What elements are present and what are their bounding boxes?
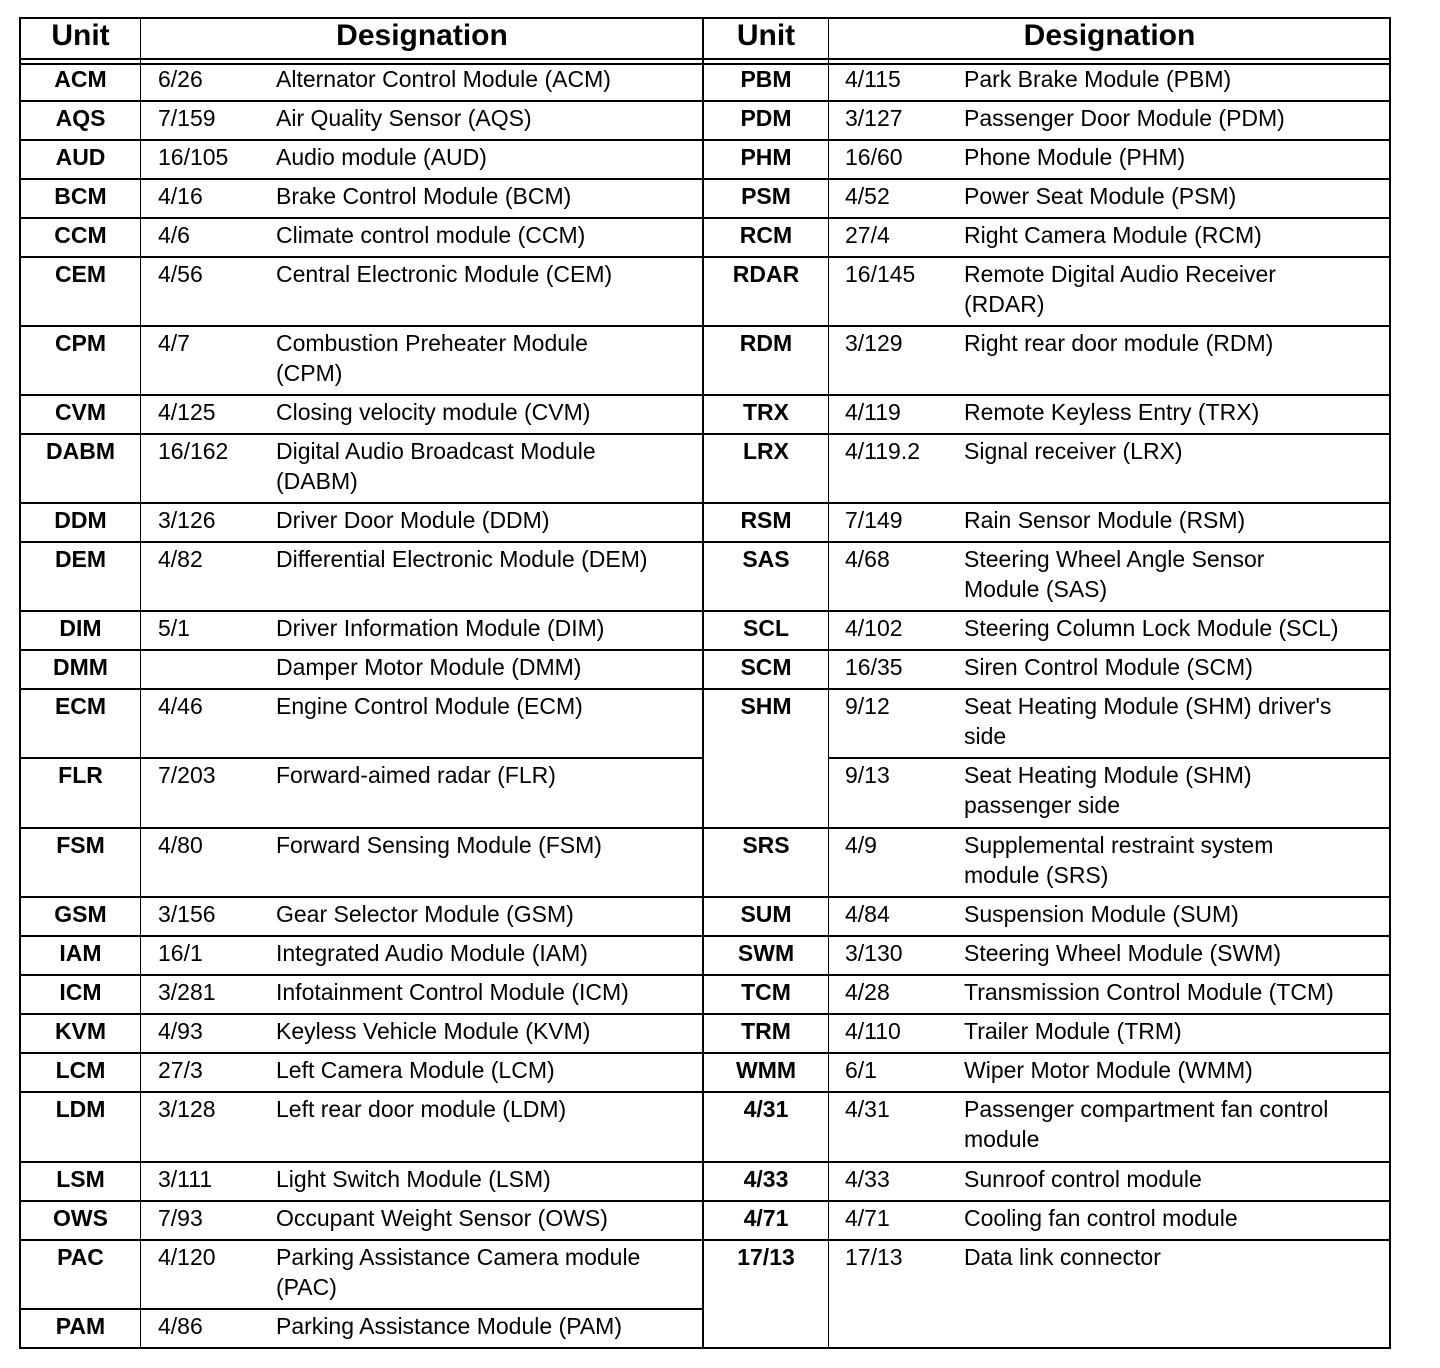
left-designation-line: (CPM) xyxy=(276,360,343,386)
left-row-rule xyxy=(19,688,703,690)
right-row-rule xyxy=(702,1161,1391,1163)
right-unit-cell: TRM xyxy=(741,1018,791,1044)
left-unit-cell: FLR xyxy=(58,762,103,788)
right-designation-line: module (SRS) xyxy=(964,862,1109,888)
left-row-rule xyxy=(19,896,703,898)
left-designation-line: Climate control module (CCM) xyxy=(276,222,586,248)
left-designation-line: Audio module (AUD) xyxy=(276,144,487,170)
right-unit-cell: SRS xyxy=(742,832,790,858)
header-unit-left: Unit xyxy=(51,19,110,52)
right-code-cell: 6/1 xyxy=(845,1057,877,1083)
left-code-cell: 7/159 xyxy=(158,105,216,131)
left-designation-line: Central Electronic Module (CEM) xyxy=(276,261,613,287)
right-designation-line: Suspension Module (SUM) xyxy=(964,901,1239,927)
right-code-cell: 4/110 xyxy=(845,1018,901,1044)
left-row-rule xyxy=(19,757,703,759)
right-row-rule xyxy=(702,649,1391,651)
left-row-rule xyxy=(19,1052,703,1054)
right-code-cell: 4/33 xyxy=(845,1166,890,1192)
right-code-cell: 4/119.2 xyxy=(845,438,921,464)
right-designation-line: Steering Wheel Angle Sensor xyxy=(964,546,1265,572)
right-unit-cell: 4/33 xyxy=(743,1166,789,1192)
left-designation-line: Left rear door module (LDM) xyxy=(276,1096,567,1122)
left-row-rule xyxy=(19,1091,703,1093)
right-unit-cell: SCL xyxy=(743,615,789,641)
right-row-rule xyxy=(702,541,1391,543)
left-code-cell: 4/16 xyxy=(158,183,203,209)
left-code-cell: 7/203 xyxy=(158,762,216,788)
left-code-cell: 4/125 xyxy=(158,399,216,425)
left-unit-cell: BCM xyxy=(54,183,107,209)
left-unit-cell: GSM xyxy=(54,901,107,927)
left-unit-cell: IAM xyxy=(59,940,102,966)
left-row-rule xyxy=(19,433,703,435)
left-designation-line: Integrated Audio Module (IAM) xyxy=(276,940,588,966)
right-code-cell: 16/35 xyxy=(845,654,903,680)
left-designation-line: Alternator Control Module (ACM) xyxy=(276,66,611,92)
right-row-rule xyxy=(702,827,1391,829)
left-row-rule xyxy=(19,827,703,829)
left-unit-cell: OWS xyxy=(53,1205,108,1231)
right-designation-line: Phone Module (PHM) xyxy=(964,144,1186,170)
left-code-cell: 7/93 xyxy=(158,1205,203,1231)
right-code-cell: 4/102 xyxy=(845,615,903,641)
right-designation-line: Passenger Door Module (PDM) xyxy=(964,105,1285,131)
left-unit-cell: DDM xyxy=(54,507,107,533)
right-row-rule xyxy=(702,256,1391,258)
right-unit-cell: SCM xyxy=(740,654,792,680)
right-code-cell: 7/149 xyxy=(845,507,903,533)
right-unit-cell: PHM xyxy=(740,144,792,170)
right-row-rule xyxy=(702,896,1391,898)
header-designation-left: Designation xyxy=(336,19,508,52)
right-unit-cell: PDM xyxy=(740,105,792,131)
right-designation-line: Transmission Control Module (TCM) xyxy=(964,979,1334,1005)
right-row-rule xyxy=(702,1013,1391,1015)
right-code-cell: 4/9 xyxy=(845,832,877,858)
right-row-rule xyxy=(702,974,1391,976)
left-designation-line: Brake Control Module (BCM) xyxy=(276,183,572,209)
right-code-cell: 17/13 xyxy=(845,1244,903,1270)
right-designation-line: Remote Digital Audio Receiver xyxy=(964,261,1276,287)
right-unit-cell: SUM xyxy=(740,901,792,927)
left-code-cell: 5/1 xyxy=(158,615,190,641)
right-row-rule xyxy=(702,325,1391,327)
right-unit-cell: 4/31 xyxy=(743,1096,789,1122)
left-row-rule xyxy=(19,217,703,219)
right-row-rule xyxy=(702,610,1391,612)
left-unit-cell: AQS xyxy=(55,105,106,131)
left-unit-cell: DABM xyxy=(46,438,115,464)
right-unit-cell: SWM xyxy=(737,940,795,966)
right-designation-line: Seat Heating Module (SHM) driver's xyxy=(964,693,1332,719)
header-rule xyxy=(19,58,1391,60)
left-row-rule xyxy=(19,935,703,937)
left-unit-cell: LDM xyxy=(55,1096,106,1122)
left-row-rule xyxy=(19,325,703,327)
right-row-rule xyxy=(702,139,1391,141)
left-designation-line: Keyless Vehicle Module (KVM) xyxy=(276,1018,591,1044)
left-designation-line: (DABM) xyxy=(276,468,358,494)
right-code-cell: 3/130 xyxy=(845,940,903,966)
left-row-rule xyxy=(19,256,703,258)
left-row-rule xyxy=(19,139,703,141)
right-designation-line: Cooling fan control module xyxy=(964,1205,1238,1231)
right-designation-line: Right Camera Module (RCM) xyxy=(964,222,1262,248)
left-designation-line: Combustion Preheater Module xyxy=(276,330,588,356)
right-unit-cell: PSM xyxy=(741,183,791,209)
right-row-rule xyxy=(829,757,1391,759)
right-unit-cell: PBM xyxy=(740,66,792,92)
right-designation-line: side xyxy=(964,723,1007,749)
table-border-top xyxy=(19,17,1391,19)
left-row-rule xyxy=(19,178,703,180)
right-unit-cell: SAS xyxy=(742,546,790,572)
left-code-cell: 27/3 xyxy=(158,1057,203,1083)
right-code-cell: 4/84 xyxy=(845,901,890,927)
left-unit-cell: CCM xyxy=(54,222,107,248)
right-unit-cell: RDAR xyxy=(732,261,800,287)
right-row-rule xyxy=(702,1200,1391,1202)
left-code-cell: 4/80 xyxy=(158,832,203,858)
left-designation-line: Driver Information Module (DIM) xyxy=(276,615,605,641)
right-designation-line: Remote Keyless Entry (TRX) xyxy=(964,399,1260,425)
right-row-rule xyxy=(702,1239,1391,1241)
right-code-cell: 4/119 xyxy=(845,399,901,425)
left-row-rule xyxy=(19,394,703,396)
left-unit-cell: PAC xyxy=(57,1244,104,1270)
right-row-rule xyxy=(702,433,1391,435)
left-code-cell: 4/93 xyxy=(158,1018,203,1044)
left-unit-cell: ICM xyxy=(59,979,102,1005)
right-code-cell: 9/12 xyxy=(845,693,890,719)
right-row-rule xyxy=(702,1091,1391,1093)
right-designation-line: Module (SAS) xyxy=(964,576,1108,602)
right-row-rule xyxy=(702,688,1391,690)
left-unit-cell: DEM xyxy=(54,546,107,572)
right-code-cell: 16/60 xyxy=(845,144,903,170)
right-code-cell: 4/52 xyxy=(845,183,890,209)
right-row-rule xyxy=(702,394,1391,396)
right-row-rule xyxy=(702,217,1391,219)
left-unit-cell: AUD xyxy=(55,144,106,170)
left-unit-cell: ECM xyxy=(54,693,107,719)
right-code-cell: 4/31 xyxy=(845,1096,890,1122)
left-designation-line: Forward Sensing Module (FSM) xyxy=(276,832,602,858)
left-unit-cell: CVM xyxy=(54,399,107,425)
left-unit-cell: DIM xyxy=(59,615,102,641)
left-row-rule xyxy=(19,649,703,651)
right-unit-cell: WMM xyxy=(735,1057,797,1083)
left-code-cell: 4/82 xyxy=(158,546,203,572)
right-code-cell: 4/115 xyxy=(845,66,901,92)
left-code-cell: 4/46 xyxy=(158,693,203,719)
left-designation-line: Engine Control Module (ECM) xyxy=(276,693,583,719)
left-unit-cell: DMM xyxy=(53,654,108,680)
left-code-cell: 3/111 xyxy=(158,1166,213,1192)
left-unit-cell: CPM xyxy=(54,330,107,356)
header-designation-right: Designation xyxy=(1023,19,1196,52)
right-row-rule xyxy=(702,178,1391,180)
right-designation-line: module xyxy=(964,1126,1040,1152)
left-designation-line: Left Camera Module (LCM) xyxy=(276,1057,555,1083)
right-designation-line: Siren Control Module (SCM) xyxy=(964,654,1253,680)
left-row-rule xyxy=(19,610,703,612)
left-designation-line: Infotainment Control Module (ICM) xyxy=(276,979,629,1005)
right-unit-cell: TRX xyxy=(743,399,789,425)
left-row-rule xyxy=(19,541,703,543)
right-designation-line: Signal receiver (LRX) xyxy=(964,438,1183,464)
right-designation-line: Sunroof control module xyxy=(964,1166,1202,1192)
left-row-rule xyxy=(19,1239,703,1241)
left-row-rule xyxy=(19,502,703,504)
left-designation-line: Gear Selector Module (GSM) xyxy=(276,901,574,927)
right-unit-cell: TCM xyxy=(741,979,791,1005)
right-code-cell: 4/28 xyxy=(845,979,890,1005)
right-row-rule xyxy=(702,100,1391,102)
left-code-cell: 16/1 xyxy=(158,940,203,966)
left-code-cell: 4/86 xyxy=(158,1313,203,1339)
left-row-rule xyxy=(19,100,703,102)
right-designation-line: passenger side xyxy=(964,792,1120,818)
left-code-cell: 3/281 xyxy=(158,979,216,1005)
left-row-rule xyxy=(19,1161,703,1163)
right-designation-line: Seat Heating Module (SHM) xyxy=(964,762,1252,788)
right-designation-line: Data link connector xyxy=(964,1244,1161,1270)
left-code-cell: 4/120 xyxy=(158,1244,216,1270)
left-unit-cell: ACM xyxy=(54,66,107,92)
left-designation-line: Differential Electronic Module (DEM) xyxy=(276,546,648,572)
left-code-cell: 3/126 xyxy=(158,507,216,533)
right-unit-cell: 4/71 xyxy=(743,1205,789,1231)
left-designation-line: Light Switch Module (LSM) xyxy=(276,1166,551,1192)
right-code-cell: 4/71 xyxy=(845,1205,890,1231)
right-row-rule xyxy=(702,935,1391,937)
left-code-cell: 16/162 xyxy=(158,438,229,464)
left-unit-cell: CEM xyxy=(54,261,107,287)
right-unit-cell: RCM xyxy=(739,222,793,248)
left-row-rule xyxy=(19,1200,703,1202)
left-designation-line: (PAC) xyxy=(276,1274,337,1300)
right-code-cell: 16/145 xyxy=(845,261,916,287)
right-code-cell: 4/68 xyxy=(845,546,890,572)
right-unit-cell: 17/13 xyxy=(737,1244,795,1270)
left-row-rule xyxy=(19,1013,703,1015)
right-designation-line: Supplemental restraint system xyxy=(964,832,1274,858)
right-code-cell: 9/13 xyxy=(845,762,890,788)
right-code-cell: 27/4 xyxy=(845,222,890,248)
right-designation-line: Wiper Motor Module (WMM) xyxy=(964,1057,1253,1083)
left-designation-line: Occupant Weight Sensor (OWS) xyxy=(276,1205,608,1231)
left-unit-cell: KVM xyxy=(54,1018,107,1044)
left-code-cell: 16/105 xyxy=(158,144,229,170)
left-code-cell: 3/128 xyxy=(158,1096,216,1122)
left-code-cell: 3/156 xyxy=(158,901,216,927)
left-designation-line: Damper Motor Module (DMM) xyxy=(276,654,582,680)
right-unit-cell: LRX xyxy=(743,438,789,464)
left-designation-line: Digital Audio Broadcast Module xyxy=(276,438,596,464)
right-designation-line: Passenger compartment fan control xyxy=(964,1096,1329,1122)
left-unit-cell: LSM xyxy=(56,1166,105,1192)
right-designation-line: Park Brake Module (PBM) xyxy=(964,66,1232,92)
right-unit-cell: SHM xyxy=(740,693,792,719)
left-designation-line: Parking Assistance Camera module xyxy=(276,1244,641,1270)
right-designation-line: Trailer Module (TRM) xyxy=(964,1018,1182,1044)
left-code-cell: 4/7 xyxy=(158,330,190,356)
right-unit-cell: RDM xyxy=(739,330,793,356)
left-designation-line: Forward-aimed radar (FLR) xyxy=(276,762,556,788)
left-designation-line: Driver Door Module (DDM) xyxy=(276,507,550,533)
right-designation-line: Power Seat Module (PSM) xyxy=(964,183,1237,209)
left-code-cell: 4/56 xyxy=(158,261,203,287)
left-code-cell: 6/26 xyxy=(158,66,203,92)
right-designation-line: Right rear door module (RDM) xyxy=(964,330,1274,356)
header-unit-right: Unit xyxy=(736,19,796,52)
left-designation-line: Parking Assistance Module (PAM) xyxy=(276,1313,622,1339)
right-unit-cell: RSM xyxy=(740,507,792,533)
right-designation-line: (RDAR) xyxy=(964,291,1045,317)
right-row-rule xyxy=(702,1052,1391,1054)
table-border-bottom xyxy=(19,1347,1391,1349)
right-designation-line: Steering Column Lock Module (SCL) xyxy=(964,615,1339,641)
left-code-cell: 4/6 xyxy=(158,222,190,248)
left-unit-cell: PAM xyxy=(55,1313,106,1339)
right-designation-line: Rain Sensor Module (RSM) xyxy=(964,507,1246,533)
right-code-cell: 3/127 xyxy=(845,105,903,131)
right-designation-line: Steering Wheel Module (SWM) xyxy=(964,940,1281,966)
left-unit-cell: FSM xyxy=(56,832,105,858)
left-designation-line: Air Quality Sensor (AQS) xyxy=(276,105,532,131)
left-designation-line: Closing velocity module (CVM) xyxy=(276,399,591,425)
left-row-rule xyxy=(19,974,703,976)
left-row-rule xyxy=(19,1308,703,1310)
right-row-rule xyxy=(702,502,1391,504)
left-unit-cell: LCM xyxy=(55,1057,106,1083)
right-code-cell: 3/129 xyxy=(845,330,903,356)
